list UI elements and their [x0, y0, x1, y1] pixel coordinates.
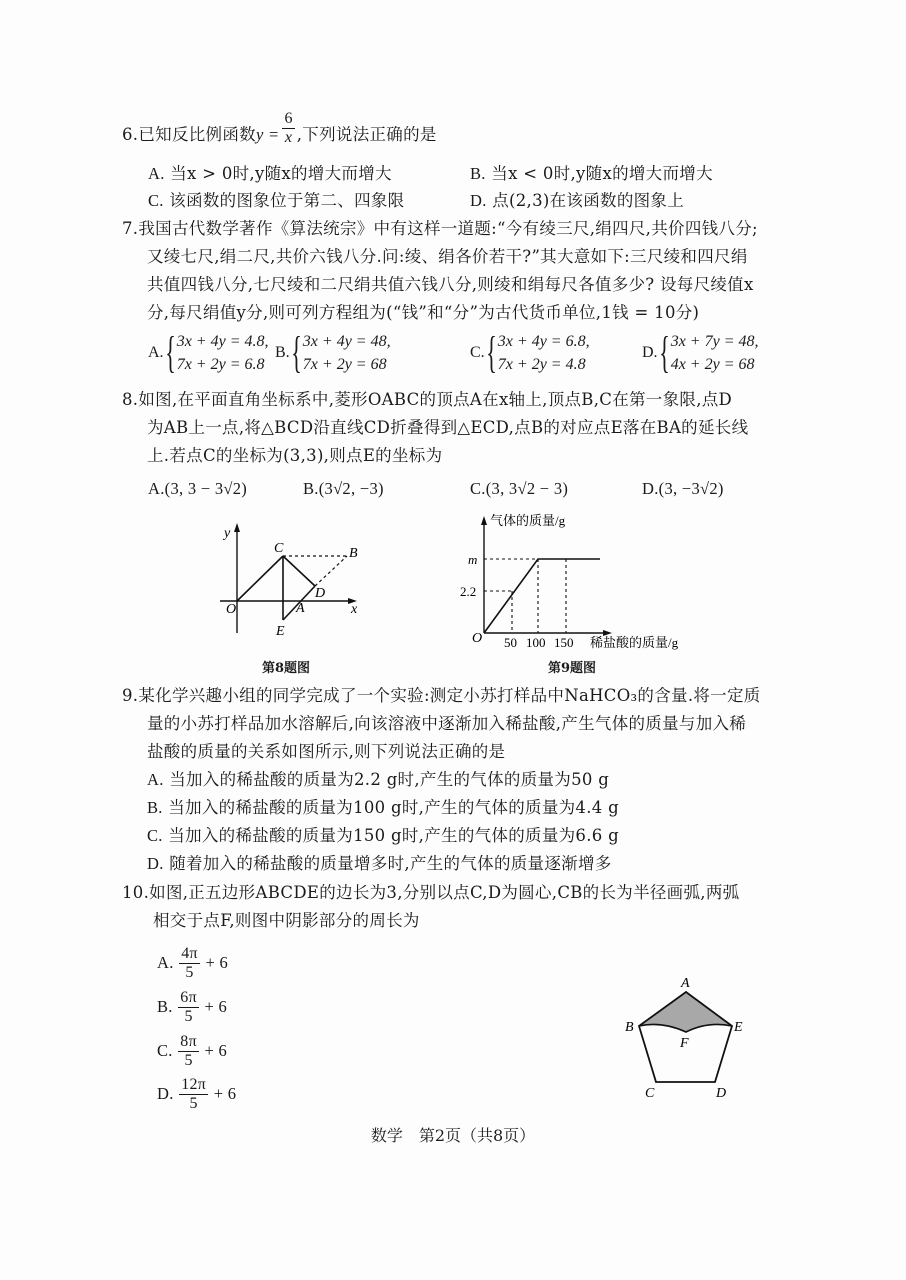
q7-option-b	[275, 330, 391, 376]
option-tail: + 6	[204, 1041, 228, 1060]
option-label: C.	[157, 1041, 173, 1060]
q8-option-b	[303, 478, 384, 500]
brace-icon: {	[164, 328, 176, 377]
frac-den: 5	[184, 1052, 193, 1069]
figure-8-caption: 第8题图	[262, 661, 311, 676]
q10-line-1	[122, 882, 739, 904]
label-E: E	[276, 624, 285, 639]
option-tail: + 6	[205, 953, 229, 972]
option-text: 该函数的图象位于第二、四象限	[169, 191, 405, 210]
q10-option-a	[157, 945, 228, 982]
equation-1: 3x + 4y = 48,	[302, 333, 391, 350]
option-text: 当加入的稀盐酸的质量为100 g时,产生的气体的质量为4.4 g	[168, 798, 619, 817]
q6-stem-after: ,下列说法正确的是	[296, 125, 437, 144]
page-footer: 数学 第2页（共8页）	[370, 1126, 536, 1145]
q8-option-d	[642, 478, 724, 500]
option-label: D.	[147, 854, 164, 873]
frac-num: 6π	[180, 989, 197, 1006]
frac-num: 8π	[180, 1033, 197, 1050]
q6-number: 6.	[122, 125, 139, 144]
q6-stem-text: 已知反比例函数	[138, 125, 256, 144]
option-label: B.	[470, 164, 486, 183]
option-fraction	[178, 989, 199, 1026]
q7-line-2: 又绫七尺,绢二尺,共价六钱八分.问:绫、绢各价若干?”其大意如下:三尺绫和四尺绢	[147, 247, 748, 266]
q9-option-a	[147, 769, 609, 791]
label-C: C	[645, 1086, 655, 1101]
q8-option-c	[470, 478, 568, 500]
frac-den: 5	[184, 1008, 193, 1025]
option-label: B.	[147, 798, 163, 817]
y-axis-label: 气体的质量/g	[490, 513, 566, 528]
option-label: A.	[148, 344, 164, 361]
option-fraction	[179, 1076, 208, 1113]
option-text: 当加入的稀盐酸的质量为2.2 g时,产生的气体的质量为50 g	[169, 770, 610, 789]
figure-9-gas-mass-chart	[450, 505, 710, 655]
brace-icon: {	[485, 328, 497, 377]
q7-text: 我国古代数学著作《算法统宗》中有这样一道题:“今有绫三尺,绢四尺,共价四钱八分;	[138, 219, 758, 238]
figure-10-pentagon-diagram	[600, 965, 780, 1110]
tick-100: 100	[526, 635, 546, 650]
q9-number: 9.	[122, 686, 139, 705]
frac-num: 12π	[181, 1076, 207, 1093]
q8-option-a	[148, 478, 247, 500]
label-O: O	[226, 602, 237, 617]
q8-number: 8.	[122, 390, 139, 409]
q7-line-4: 分,每尺绢值y分,则可列方程组为(“钱”和“分”为古代货币单位,1钱 = 10分)	[147, 303, 700, 322]
q6-frac-den: x	[284, 129, 293, 146]
q10-option-c	[157, 1033, 227, 1070]
label-F: F	[680, 1036, 689, 1051]
frac-num: 4π	[181, 945, 198, 962]
q9-option-b	[147, 797, 619, 819]
q9-option-c	[147, 825, 619, 847]
q10-option-b	[157, 989, 227, 1026]
q6-fraction	[282, 110, 294, 147]
option-text: (3, 3 − 3√2)	[164, 479, 248, 498]
figure-9-caption: 第9题图	[548, 661, 597, 676]
option-label: A.	[148, 479, 165, 498]
option-text: (3, 3√2 − 3)	[485, 479, 569, 498]
equation-2: 7x + 2y = 6.8	[176, 356, 265, 373]
origin-label: O	[472, 631, 483, 646]
option-label: A.	[147, 770, 164, 789]
q9-option-d	[147, 853, 612, 875]
q9-line-2: 量的小苏打样品加水溶解后,向该溶液中逐渐加入稀盐酸,产生气体的质量与加入稀	[147, 714, 747, 733]
equation-1: 3x + 4y = 6.8,	[497, 333, 590, 350]
option-label: D.	[642, 344, 658, 361]
label-D: D	[716, 1086, 727, 1101]
option-label: C.	[147, 826, 163, 845]
equation-2: 4x + 2y = 68	[670, 356, 755, 373]
label-B: B	[625, 1020, 634, 1035]
option-tail: + 6	[204, 997, 228, 1016]
tick-m: m	[468, 552, 478, 567]
q7-line-1	[122, 218, 758, 240]
tick-2.2: 2.2	[460, 584, 477, 599]
option-label: C.	[470, 344, 485, 361]
option-label: B.	[157, 997, 173, 1016]
label-B: B	[349, 546, 358, 561]
q7-option-a	[148, 330, 268, 376]
frac-den: 5	[189, 1095, 198, 1112]
q6-function-lhs: y =	[255, 125, 280, 144]
option-tail: + 6	[213, 1084, 237, 1103]
q8-line-2: 为AB上一点,将△BCD沿直线CD折叠得到△ECD,点B的对应点E落在BA的延长线	[147, 418, 749, 437]
option-text: 当x > 0时,y随x的增大而增大	[170, 164, 392, 183]
label-y: y	[224, 526, 231, 541]
x-axis-label: 稀盐酸的质量/g	[590, 635, 679, 650]
q6-option-d	[470, 190, 684, 212]
q8-text: 如图,在平面直角坐标系中,菱形OABC的顶点A在x轴上,顶点B,C在第一象限,点D	[138, 390, 733, 409]
option-text: 当加入的稀盐酸的质量为150 g时,产生的气体的质量为6.6 g	[168, 826, 619, 845]
q10-option-d	[157, 1076, 236, 1113]
option-label: D.	[470, 191, 487, 210]
q8-line-1	[122, 389, 732, 411]
equation-1: 3x + 7y = 48,	[670, 333, 759, 350]
equation-1: 3x + 4y = 4.8,	[176, 333, 269, 350]
tick-50: 50	[504, 635, 517, 650]
label-x: x	[351, 602, 358, 617]
option-text: (3√2, −3)	[318, 479, 384, 498]
brace-icon: {	[290, 328, 302, 377]
q7-number: 7.	[122, 219, 139, 238]
figure-8-rhombus-diagram	[200, 505, 380, 655]
label-C: C	[274, 541, 284, 556]
option-fraction	[179, 945, 200, 982]
option-label: B.	[275, 344, 290, 361]
q7-line-3: 共值四钱八分,七尺绫和二尺绢共值六钱八分,则绫和绢每尺各值多少? 设每尺绫值x	[147, 275, 754, 294]
option-label: D.	[157, 1084, 174, 1103]
q7-option-d	[642, 330, 758, 376]
option-label: A.	[148, 164, 165, 183]
q6-option-a	[148, 163, 392, 185]
option-label: D.	[642, 479, 659, 498]
q6-option-c	[148, 190, 404, 212]
q10-text: 如图,正五边形ABCDE的边长为3,分别以点C,D为圆心,CB的长为半径画弧,两弧	[149, 883, 740, 902]
q8-line-3: 上.若点C的坐标为(3,3),则点E的坐标为	[147, 446, 443, 465]
q6-frac-num: 6	[284, 110, 293, 127]
option-text: (3, −3√2)	[658, 479, 724, 498]
brace-icon: {	[658, 328, 670, 377]
option-label: A.	[157, 953, 174, 972]
tick-150: 150	[554, 635, 574, 650]
q6-option-b	[470, 163, 713, 185]
q9-line-1	[122, 685, 761, 707]
option-label: C.	[148, 191, 164, 210]
option-label: B.	[303, 479, 319, 498]
label-A: A	[296, 601, 305, 616]
frac-den: 5	[185, 964, 194, 981]
option-label: C.	[470, 479, 486, 498]
option-fraction	[178, 1033, 199, 1070]
label-D: D	[315, 586, 326, 601]
q7-option-c	[470, 330, 590, 376]
q10-line-2: 相交于点F,则图中阴影部分的周长为	[153, 911, 420, 930]
equation-2: 7x + 2y = 4.8	[497, 356, 586, 373]
q6-stem	[122, 110, 437, 147]
option-text: 随着加入的稀盐酸的质量增多时,产生的气体的质量逐渐增多	[169, 854, 612, 873]
option-text: 点(2,3)在该函数的图象上	[492, 191, 685, 210]
option-text: 当x < 0时,y随x的增大而增大	[491, 164, 713, 183]
label-A: A	[681, 976, 690, 991]
q10-number: 10.	[122, 883, 150, 902]
equation-2: 7x + 2y = 68	[302, 356, 387, 373]
q9-line-3: 盐酸的质量的关系如图所示,则下列说法正确的是	[147, 742, 506, 761]
q9-text: 某化学兴趣小组的同学完成了一个实验:测定小苏打样品中NaHCO₃的含量.将一定质	[138, 686, 761, 705]
label-E: E	[734, 1020, 743, 1035]
